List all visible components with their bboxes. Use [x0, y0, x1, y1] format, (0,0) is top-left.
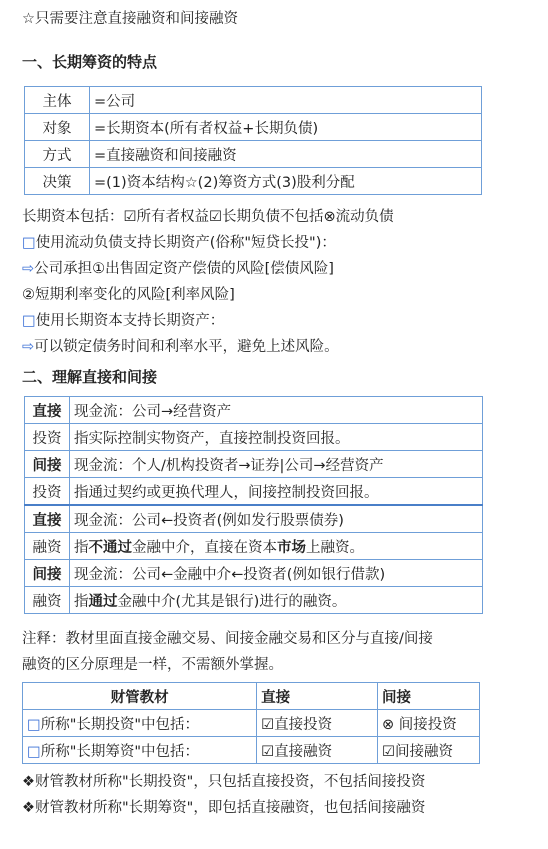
- table-row: [25, 451, 483, 478]
- row-value: 现金流：公司←投资者(例如发行股票债券): [70, 505, 483, 533]
- row-label: 所称"长期投资"中包括：: [40, 716, 200, 733]
- textbook-scope-table: [22, 682, 480, 764]
- checkbox-icon: □: [27, 743, 41, 760]
- row-value: =长期资本(所有者权益+长期负债): [90, 114, 482, 141]
- table-row: [25, 560, 483, 587]
- note-text: 使用流动负债支持长期资产(俗称"短贷长投")：: [35, 235, 336, 251]
- row-value: 现金流：个人/机构投资者→证券|公司→经营资产: [70, 451, 483, 478]
- remark: 注释：教材里面直接金融交易、间接金融交易和区分与直接/间接: [22, 631, 433, 647]
- row-key: 直接: [32, 512, 62, 529]
- footer-note: ❖财管教材所称"长期筹资"，即包括直接融资，也包括间接融资: [22, 800, 426, 816]
- direct-cell: ☑直接融资: [257, 737, 378, 764]
- row-value: =公司: [90, 87, 482, 114]
- direct-cell: ☑直接投资: [257, 710, 378, 737]
- row-label: 所称"长期筹资"中包括：: [40, 743, 200, 760]
- intro-note: ☆只需要注意直接融资和间接融资: [22, 11, 238, 27]
- row-key: 主体: [25, 87, 90, 114]
- table-row: [25, 505, 483, 533]
- row-key: 融资: [25, 587, 70, 614]
- note-line: [22, 308, 532, 334]
- table-header-row: [23, 683, 480, 710]
- remark: 融资的区分原理是一样，不需额外掌握。: [22, 657, 283, 673]
- row-value: 现金流：公司←金融中介←投资者(例如银行借款): [70, 560, 483, 587]
- column-header: 财管教材: [23, 683, 257, 710]
- text-part: 上融资。: [306, 539, 364, 556]
- footer-note: ❖财管教材所称"长期投资"，只包括直接投资，不包括间接投资: [22, 774, 426, 790]
- column-header: 间接: [377, 683, 479, 710]
- column-header: 直接: [257, 683, 378, 710]
- checkbox-icon: □: [22, 235, 36, 251]
- row-key: 方式: [25, 141, 90, 168]
- text-part: 指: [74, 539, 89, 556]
- checkbox-icon: □: [27, 716, 41, 733]
- row-key: 间接: [32, 457, 62, 474]
- note-text: 可以锁定债务时间和利率水平，避免上述风险。: [34, 339, 339, 355]
- text-part: 金融中介(尤其是银行)进行的融资。: [117, 593, 347, 610]
- direct-indirect-table: [24, 396, 483, 614]
- table-row: [23, 737, 480, 764]
- row-key: 直接: [32, 403, 62, 420]
- text-emphasis: 通过: [88, 593, 118, 610]
- row-key: 间接: [32, 566, 62, 583]
- arrow-right-icon: ⇨: [22, 261, 35, 277]
- text-part: 指: [74, 593, 89, 610]
- table-row: [25, 114, 482, 141]
- row-key: 对象: [25, 114, 90, 141]
- note-text: 使用长期资本支持长期资产：: [35, 313, 225, 329]
- table-row: [25, 533, 483, 560]
- table-row: [25, 478, 483, 506]
- row-key: 投资: [25, 478, 70, 506]
- checkbox-icon: □: [22, 313, 36, 329]
- table-row: [25, 587, 483, 614]
- text-emphasis: 市场: [277, 539, 306, 556]
- indirect-cell: ☑间接融资: [377, 737, 479, 764]
- long-term-financing-table: [24, 86, 482, 195]
- table-row: [25, 397, 483, 424]
- note-text: 公司承担①出售固定资产偿债的风险[偿债风险]: [34, 261, 334, 277]
- text-part: 金融中介，直接在资本: [132, 539, 277, 556]
- long-term-capital-note: 长期资本包括：☑所有者权益☑长期负债不包括⊗流动负债: [22, 209, 394, 225]
- row-value: 指通过契约或更换代理人，间接控制投资回报。: [70, 478, 483, 506]
- row-key: 决策: [25, 168, 90, 195]
- section1-title: 一、长期筹资的特点: [22, 53, 158, 71]
- table-row: [23, 710, 480, 737]
- arrow-right-icon: ⇨: [22, 339, 35, 355]
- row-value: =(1)资本结构☆(2)筹资方式(3)股利分配: [90, 168, 482, 195]
- indirect-cell: ⊗ 间接投资: [377, 710, 479, 737]
- note-line: ②短期利率变化的风险[利率风险]: [22, 287, 235, 303]
- table-row: [25, 168, 482, 195]
- row-value: 现金流：公司→经营资产: [70, 397, 483, 424]
- table-row: [25, 141, 482, 168]
- row-key: 投资: [25, 424, 70, 451]
- row-value: 指实际控制实物资产，直接控制投资回报。: [70, 424, 483, 451]
- section2-title: 二、理解直接和间接: [22, 368, 158, 386]
- table-row: [25, 424, 483, 451]
- row-value: [70, 587, 483, 614]
- row-value: [70, 533, 483, 560]
- note-line: [22, 334, 532, 360]
- text-emphasis: 不通过: [88, 539, 132, 556]
- table-row: [25, 87, 482, 114]
- row-key: 融资: [25, 533, 70, 560]
- row-value: =直接融资和间接融资: [90, 141, 482, 168]
- note-line: [22, 256, 532, 282]
- note-line: [22, 230, 532, 256]
